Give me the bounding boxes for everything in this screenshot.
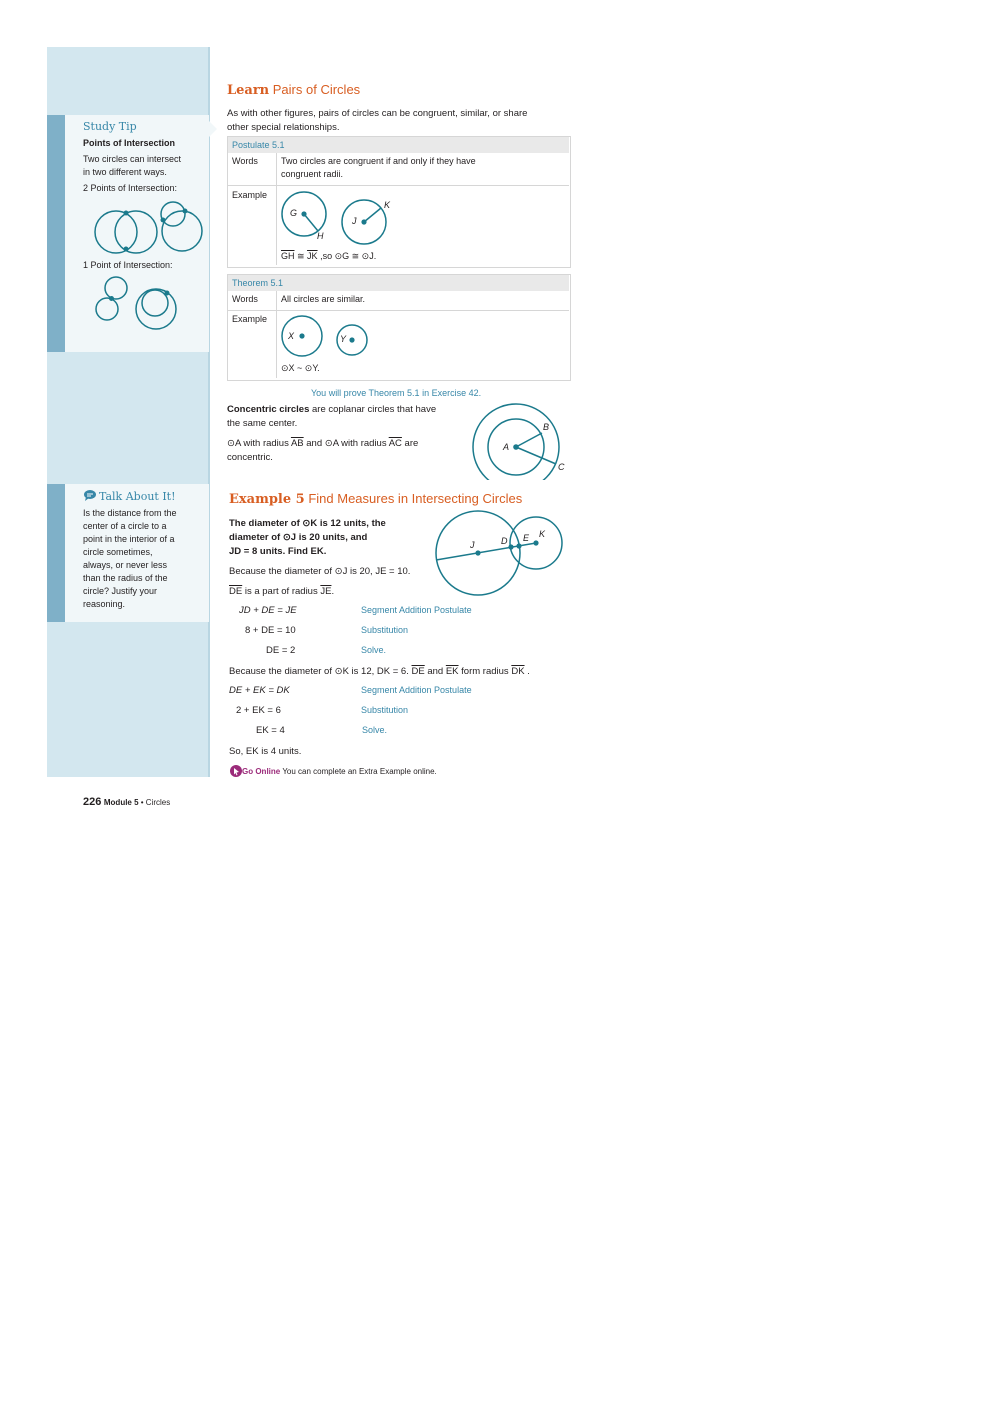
divider	[228, 185, 569, 186]
study-tip-subtitle: Points of Intersection	[83, 138, 176, 148]
point-b: B	[543, 422, 550, 432]
concentric-term: Concentric circles	[227, 404, 310, 415]
postulate-words-1: Two circles are congruent if and only if they have	[281, 156, 476, 166]
point-a: A	[503, 442, 510, 452]
segment-jk: $\overline{JK}$	[307, 251, 318, 261]
one-point-diagram	[90, 274, 190, 334]
step-right: Solve.	[361, 645, 387, 655]
cursor-icon	[230, 765, 242, 777]
ex-text: are	[401, 438, 419, 449]
point-k-ex: K	[539, 529, 546, 539]
theorem-words-label: Words	[232, 294, 258, 304]
step-right: Substitution	[361, 625, 409, 635]
concentric-example-2: concentric.	[227, 452, 273, 463]
footer-bullet: •	[138, 798, 146, 807]
talk-about-title: Talk About It!	[99, 490, 176, 503]
congruent-circles-diagram	[278, 188, 398, 248]
postulate-caption	[281, 251, 376, 262]
segment-je: $\overline{JE}$	[320, 586, 332, 597]
je-end: .	[331, 586, 335, 597]
divider	[276, 153, 277, 265]
b2-text: Because the diameter of ⊙K is 12, DK = 6.	[229, 666, 412, 677]
talk-line: Is the distance from the	[83, 508, 177, 518]
concentric-definition	[227, 403, 472, 417]
similar-circles-diagram	[278, 312, 378, 362]
example-label: Example 5	[229, 492, 305, 507]
point-e: E	[523, 533, 530, 543]
segment-ab: $\overline{AB}$	[290, 438, 304, 449]
talk-about-bar	[47, 484, 65, 622]
go-online-link[interactable]	[230, 765, 437, 777]
step-left: DE = 2	[266, 645, 296, 656]
step-right: Solve.	[362, 725, 388, 735]
divider	[228, 310, 569, 311]
theorem-header: Theorem 5.1	[228, 275, 569, 291]
go-online-label[interactable]: Go Online	[242, 767, 281, 776]
segment-ac: $\overline{AC}$	[388, 438, 402, 449]
talk-line: always, or never less	[83, 560, 168, 570]
cong-symbol: ≅	[294, 251, 308, 261]
concentric-def: are coplanar circles that have	[309, 404, 437, 415]
conclusion: So, EK is 4 units.	[229, 746, 302, 757]
study-tip-line1: Two circles can intersect	[83, 154, 182, 164]
step-left: 2 + EK = 6	[236, 705, 281, 716]
problem-line-1: The diameter of ⊙K is 12 units, the	[229, 518, 386, 529]
learn-intro-2: other special relationships.	[227, 122, 340, 133]
de-part-line	[229, 585, 334, 599]
segment-dk: $\overline{DK}$	[511, 666, 525, 677]
step-left: EK = 4	[256, 725, 285, 736]
learn-heading	[227, 82, 360, 98]
example-label: Example	[232, 190, 268, 200]
postulate-words-2: congruent radii.	[281, 169, 344, 179]
talk-line: than the radius of the	[83, 573, 168, 583]
theorem-example-label: Example	[232, 314, 268, 324]
point-x: X	[288, 331, 295, 341]
footer-topic: Circles	[145, 798, 171, 807]
talk-line: circle? Justify your	[83, 586, 158, 596]
speech-bubble-icon	[83, 489, 97, 501]
talk-about-body	[83, 507, 203, 611]
de-rest: is a part of radius	[242, 586, 321, 597]
because-1: Because the diameter of ⊙J is 20, JE = 10.	[229, 566, 411, 577]
b2-text: .	[524, 666, 530, 677]
theorem-caption: ⊙X ~ ⊙Y.	[281, 363, 320, 373]
one-point-label: 1 Point of Intersection:	[83, 260, 173, 270]
page-number: 226	[83, 796, 102, 808]
point-k: K	[384, 200, 391, 210]
learn-label: Learn	[227, 83, 270, 98]
module-label: Module 5	[103, 798, 139, 807]
talk-line: circle sometimes,	[83, 547, 153, 557]
point-j-ex: J	[470, 540, 475, 550]
study-tip-title: Study Tip	[83, 120, 137, 133]
postulate-header: Postulate 5.1	[228, 137, 569, 153]
point-c: C	[558, 462, 565, 472]
study-tip-line2: in two different ways.	[83, 167, 167, 177]
two-points-label: 2 Points of Intersection:	[83, 183, 178, 193]
segment-ek: $\overline{EK}$	[445, 666, 459, 677]
problem-line-3: JD = 8 units. Find EK.	[229, 546, 327, 557]
ex-text: ⊙A with radius	[227, 438, 291, 449]
ex-text: and ⊙A with radius	[303, 438, 389, 449]
talk-line: point in the interior of a	[83, 534, 175, 544]
prove-note: You will prove Theorem 5.1 in Exercise 42.	[311, 388, 482, 398]
concentric-def-2: the same center.	[227, 418, 298, 429]
segment-de: $\overline{DE}$	[411, 666, 425, 677]
divider	[276, 291, 277, 378]
step-left: 8 + DE = 10	[245, 625, 296, 636]
talk-line: reasoning.	[83, 599, 126, 609]
example-title: Find Measures in Intersecting Circles	[308, 491, 523, 506]
b2-text: and	[424, 666, 446, 677]
learn-title: Pairs of Circles	[272, 82, 361, 97]
concentric-circles-diagram	[470, 400, 570, 480]
step-right: Substitution	[361, 705, 409, 715]
step-left	[229, 685, 290, 696]
page-footer	[83, 796, 170, 808]
step-eq: DE + EK = DK	[229, 685, 290, 696]
segment-de: $\overline{DE}$	[229, 586, 243, 597]
go-online-text: You can complete an Extra Example online.	[280, 767, 437, 776]
segment-gh: $\overline{GH}$	[281, 251, 295, 261]
step-right: Segment Addition Postulate	[361, 605, 472, 615]
point-h: H	[317, 231, 324, 241]
point-g: G	[290, 208, 298, 218]
two-points-diagram	[90, 198, 206, 258]
point-y: Y	[340, 334, 347, 344]
words-label: Words	[232, 156, 258, 166]
point-j: J	[352, 216, 357, 226]
intersecting-circles-diagram	[432, 505, 567, 600]
theorem-words: All circles are similar.	[281, 294, 366, 304]
because-2	[229, 665, 530, 679]
step-eq: JD + DE = JE	[239, 605, 297, 616]
caption-rest: ,so ⊙G ≅ ⊙J.	[317, 251, 377, 261]
step-right: Segment Addition Postulate	[361, 685, 472, 695]
learn-intro-1: As with other figures, pairs of circles can be congruent, similar, or share	[227, 108, 528, 119]
problem-line-2: diameter of ⊙J is 20 units, and	[229, 532, 368, 543]
study-tip-pointer	[209, 121, 217, 137]
step-left	[239, 605, 297, 616]
talk-line: center of a circle to a	[83, 521, 167, 531]
study-tip-bar	[47, 115, 65, 352]
point-d: D	[501, 536, 508, 546]
b2-text: form radius	[458, 666, 512, 677]
concentric-example	[227, 437, 472, 451]
